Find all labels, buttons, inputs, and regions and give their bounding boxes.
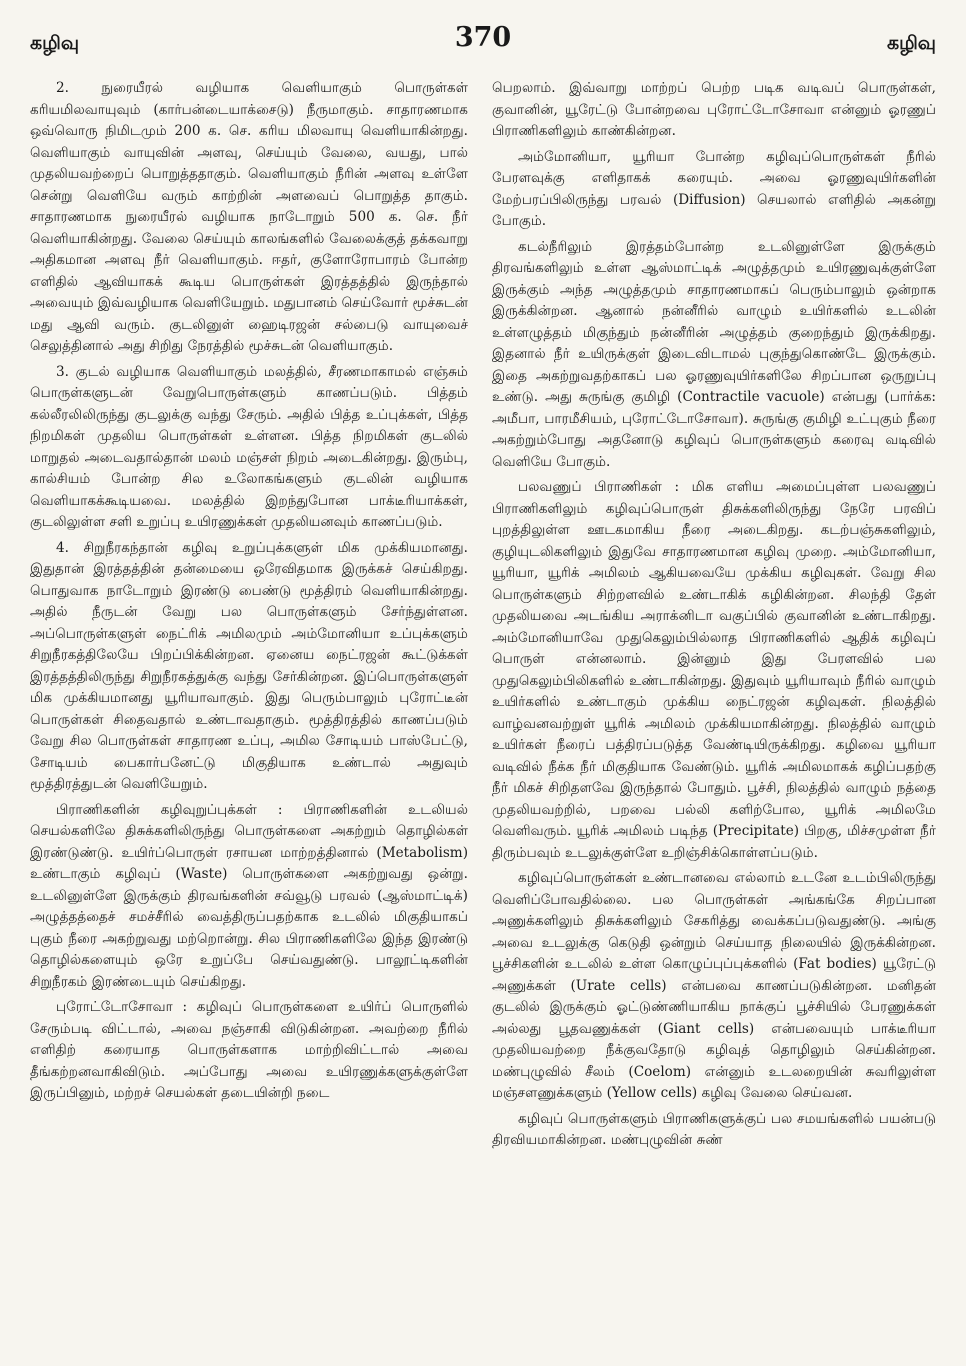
paragraph-intestine: 3. குடல் வழியாக வெளியாகும் மலத்தில், சீரணமாகாமல் எஞ்சும் பொருள்களுடன் வேறுபொருள்களும் காணப்படும். பித்தம் கல்லீரலிலிருந்து குடலுக்கு வந்து சேரும். அதில் பித்த உப்புக்கள், பித்த நிறமிகள் முதலிய பொருள்கள் உள்ளன. பித்த நிறமிகள் குடலில் மாறுதல் அடைவதால்தான் மலம் மஞ்சள் நிறம் அடைகின்றது. இரும்பு, கால்சியம் போன்ற சில உலோகங்களும் குடலின் வழியாக வெளியாகக்கூடியவை. மலத்தில் இறந்துபோன பாக்டீரியாக்கள், குடலிலுள்ள சளி உறுப்பு உயிரணுக்கள் முதலியனவும் காணப்படும். <box>30 363 468 530</box>
running-title-left: கழிவு <box>30 32 80 54</box>
paragraph-kidney: 4. சிறுநீரகந்தான் கழிவு உறுப்புக்களுள் மிக முக்கியமானது. இதுதான் இரத்தத்தின் தன்மையை ஒரேவிதமாக இருக்கச் செய்கிறது. பொதுவாக நாடோறும் இரண்டு பைண்டு மூத்திரம் வெளியாகின்றது. அதில் நீருடன் வேறு பல பொருள்களும் சேர்ந்துள்ளன. அப்பொருள்களுள் நைட்ரிக் அமிலமும் அம்மோனியா உப்புக்களும் சிறுநீரகத்திலேயே பிறப்பிக்கின்றன. ஏனைய நைட்ரஜன் கூட்டுக்கள் இரத்தத்திலிருந்து சிறுநீரகத்துக்கு வந்து சேர்கின்றன. இப்பொருள்களுள் மிக முக்கியமானது யூரியாவாகும். இது பெரும்பாலும் புரோட்டீன் பொருள்கள் சிதைவதால் உண்டாவதாகும். மூத்திரத்தில் காணப்படும் வேறு சில பொருள்கள் சாதாரண உப்பு, அமில சோடியம் பாஸ்பேட்டு, சோடியம் பைகார்பனேட்டு மிகுதியாக உண்டால் அதுவும் மூத்திரத்துடன் வெளியேறும். <box>30 539 468 792</box>
right-column <box>492 78 936 1358</box>
paragraph-metazoa: பலவணுப் பிராணிகள் : மிக எளிய அமைப்புள்ள பலவணுப் பிராணிகளிலும் கழிவுப்பொருள் திசுக்களிலிருந்து நேரே பரவிப் புறத்திலுள்ள ஊடகமாகிய நீரை அடைகிறது. கடற்பஞ்சுகளிலும், குழியுடலிகளிலும் இதுவே சாதாரணமான கழிவு முறை. அம்மோனியா, யூரியா, யூரிக் அமிலம் ஆகியவையே முக்கிய கழிவுகள். வேறு சில பொருள்களும் சிற்றளவில் உண்டாகிக் கழிகின்றன. சிலந்தி தேள் முதலியவை அடங்கிய அராக்னிடா வகுப்பில் குவானின் உண்டாகிறது. அம்மோனியாவே முதுகெலும்பில்லாத பிராணிகளில் ஆதிக் கழிவுப் பொருள் என்னலாம். இன்னும் இது பேரளவில் பல முதுகெலும்பிலிகளில் உண்டாகின்றது. இதுவும் யூரியாவும் நீரில் வாழும் உயிர்களில் உண்டாகும் முக்கிய நைட்ரஜன் கழிவுகள். நிலத்தில் வாழ்வனவற்றுள் யூரிக் அமிலம் முக்கியமாகின்றது. நிலத்தில் வாழும் உயிர்கள் நீரைப் பத்திரப்படுத்த வேண்டியிருக்கிறது. கழிவை யூரியா வடிவில் நீக்க நீர் மிகுதியாக வேண்டும். யூரிக் அமிலமாகக் கழிப்பதற்கு நீர் மிகச் சிறிதளவே இருந்தால் போதும். பூச்சி, நிலத்தில் வாழும் நத்தை முதலியவற்றில், பறவை பல்லி களிற்போல, யூரிக் அமிலமே வெளிவரும். யூரிக் அமிலம் படிந்த (Precipitate) பிறகு, மிச்சமுள்ள நீர் திரும்பவும் உடலுக்குள்ளே உறிஞ்சிக்கொள்ளப்படும். <box>492 479 936 861</box>
paragraph-protozoa: புரோட்டோசோவா : கழிவுப் பொருள்களை உயிர்ப் பொருளில் சேரும்படி விட்டால், அவை நஞ்சாகி விடுகின்றன. அவற்றை நீரில் எளிதிற் கரையாத பொருள்களாக மாற்றிவிட்டால் அவை தீங்கற்றனவாகிவிடும். அப்போது அவை உயிரணுக்களுக்குள்ளே இருப்பினும், மற்றச் செயல்கள் தடையின்றி நடை <box>30 999 468 1101</box>
paragraph-storage-excretion: கழிவுப்பொருள்கள் உண்டானவை எல்லாம் உடனே உடம்பிலிருந்து வெளிப்போவதில்லை. பல பொருள்கள் அங்கங்கே சிறப்பான அணுக்களிலும் திசுக்களிலும் சேகரித்து வைக்கப்படுவதுண்டு. அங்கு அவை உடலுக்கு கெடுதி ஒன்றும் செய்யாத நிலையில் இருக்கின்றன. பூச்சிகளின் உடலில் உள்ள கொழுப்புப்புக்களில் (Fat bodies) யூரேட்டு அணுக்கள் (Urate cells) என்பவை காணப்படுகின்றன. மனிதன் குடலில் இருக்கும் ஓட்டுண்ணியாகிய நாக்குப் பூச்சியில் பேரணுக்கள் அல்லது பூதவணுக்கள் (Giant cells) என்பவையும் பாக்டீரியா முதலியவற்றை நீக்குவதோடு கழிவுத் தொழிலும் செய்கின்றன. மண்புழுவில் சீலம் (Coelom) என்னும் உடலறையின் சுவரிலுள்ள மஞ்சளணுக்களும் (Yellow cells) கழிவு வேலை செய்வன. <box>492 870 936 1101</box>
paragraph-animal-excretory-organs: பிராணிகளின் கழிவுறுப்புக்கள் : பிராணிகளின் உடலியல் செயல்களிலே திசுக்களிலிருந்து பொருள்களை அகற்றும் தொழில்கள் இரண்டுண்டு. உயிர்ப்பொருள் ரசாயன மாற்றத்தினால் (Metabolism) உண்டாகும் கழிவுப் (Waste) பொருள்களை அகற்றுவது ஒன்று. உடலினுள்ளே இருக்கும் திரவங்களின் சவ்வூடு பரவல் (ஆஸ்மாட்டிக்) அழுத்தத்தைச் சமச்சீரில் வைத்திருப்பதற்காக உடலில் மிகுதியாகப் புகும் நீரை அகற்றுவது மற்றொன்று. சில பிராணிகளிலே இந்த இரண்டு தொழில்களையும் ஒரே உறுப்பே செய்வதுண்டு. பாலூட்டிகளின் சிறுநீரகம் இரண்டையும் செய்கிறது. <box>30 801 468 990</box>
page-number: 370 <box>454 22 512 53</box>
left-column <box>30 78 468 1358</box>
paragraph-lungs: 2. நுரையீரல் வழியாக வெளியாகும் பொருள்கள் கரியமிலவாயுவும் (கார்பன்டையாக்சைடு) நீருமாகும். சாதாரணமாக ஒவ்வொரு நிமிடமும் 200 க. செ. கரிய மிலவாயு வெளியாகின்றது. வெளியாகும் வாயுவின் அளவு, செய்யும் வேலை, வயது, பால் முதலியவற்றைப் பொறுத்ததாகும். வெளியாகும் நீரின் அளவு உள்ளே சென்று வெளியே வரும் காற்றின் அளவைப் பொறுத்த தாகும். சாதாரணமாக நுரையீரல் வழியாக நாடோறும் 500 க. செ. நீர் வெளியாகின்றது. வேலை செய்யும் காலங்களில் வேலைக்குத் தக்கவாறு அதிகமான அளவு நீர் வெளியாகும். ஈதர், குளோரோபாரம் போன்ற எளிதில் ஆவியாகக் கூடிய பொருள்கள் இரத்தத்தில் இருந்தால் அவையும் இவ்வழியாக வெளியேறும். மதுபானம் செய்வோர் மூச்சுடன் மது ஆவி வரும். குடலினுள் ஹைடிரஜன் சல்பைடு வாயுவைச் செலுத்தினால் அது சிறிது நேரத்தில் மூச்சுடன் வெளியாகும். <box>30 80 468 354</box>
running-title-right: கழிவு <box>886 32 936 54</box>
page-header <box>30 22 936 62</box>
paragraph-osmotic-pressure: கடல்நீரிலும் இரத்தம்போன்ற உடலினுள்ளே இருக்கும் திரவங்களிலும் உள்ள ஆஸ்மாட்டிக் அழுத்தமும் உயிரணுவுக்குள்ளே இருக்கும் அந்த அழுத்தமும் சாதாரணமாகப் பெரும்பாலும் ஒன்றாக இருக்கின்றன. ஆனால் நன்னீரில் வாழும் உயிர்களில் உடலின் உள்ளழுத்தம் மிகுந்தும் நன்னீரின் அழுத்தம் குறைந்தும் இருக்கிறது. இதனால் நீர் உயிருக்குள் இடைவிடாமல் புகுந்துகொண்டே இருக்கும். இதை அகற்றுவதற்காகப் பல ஓரணுவுயிர்களிலே சிறப்பான ஒருறுப்பு உண்டு. அது சுருங்கு குமிழி (Contractile vacuole) என்பது (பார்க்க: அமீபா, பாரமீசியம், புரோட்டோசோவா). சுருங்கு குமிழி உட்புகும் நீரை அகற்றும்போது அதனோடு கழிவுப் பொருள்களும் கரைவு வடிவில் வெளியே போகும். <box>492 238 936 470</box>
paragraph-diffusion: அம்மோனியா, யூரியா போன்ற கழிவுப்பொருள்கள் நீரில் பேரளவுக்கு எளிதாகக் கரையும். அவை ஓரணுவுயிர்களின் மேற்பரப்பிலிருந்து பரவல் (Diffusion) செயலால் எளிதில் அகன்று போகும். <box>492 148 936 229</box>
paragraph-continued: பெறலாம். இவ்வாறு மாற்றப் பெற்ற படிக வடிவப் பொருள்கள், குவானின், யூரேட்டு போன்றவை புரோட்டோசோவா என்னும் ஓரணுப் பிராணிகளிலும் காண்கின்றன. <box>492 80 936 139</box>
paragraph-waste-uses: கழிவுப் பொருள்களும் பிராணிகளுக்குப் பல சமயங்களில் பயன்படு திரவியமாகின்றன. மண்புழுவின் சுண் <box>492 1110 936 1148</box>
